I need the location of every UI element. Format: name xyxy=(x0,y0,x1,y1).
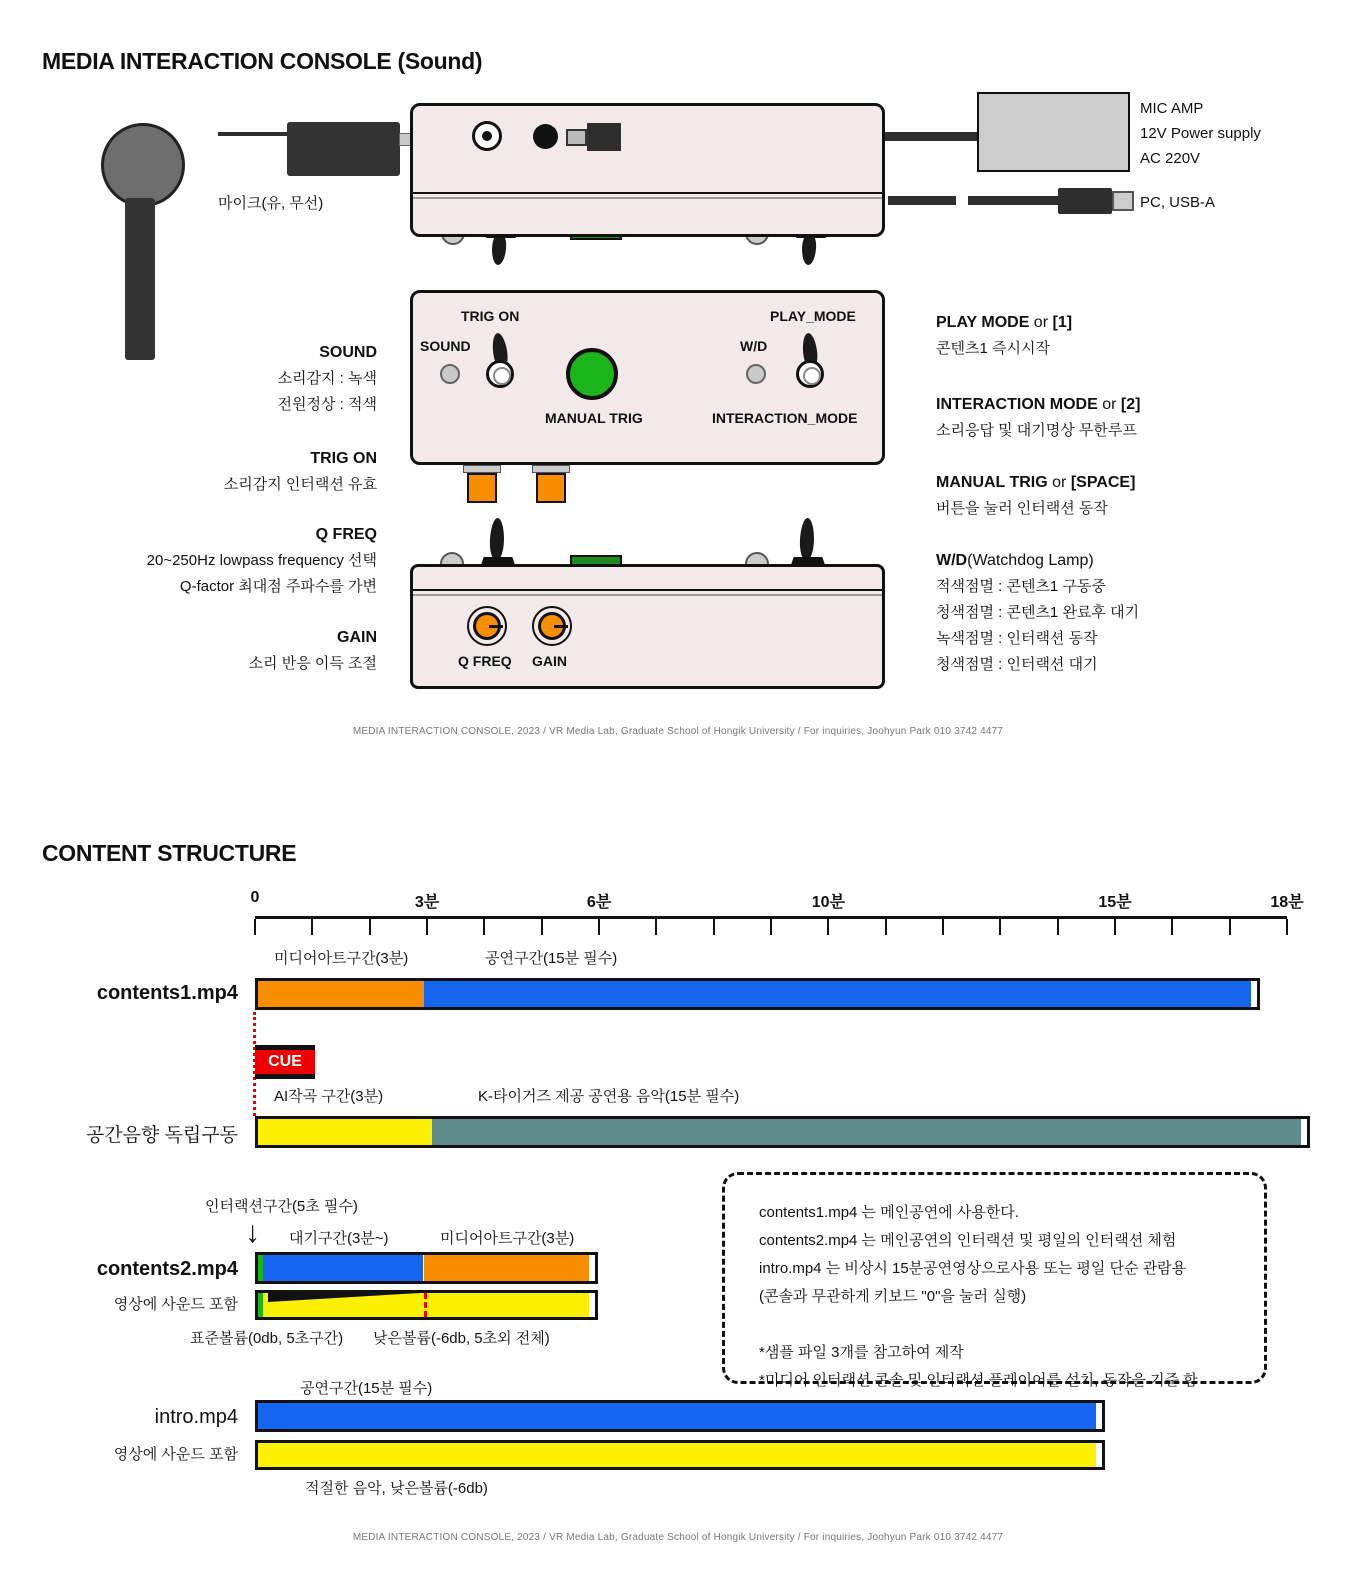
ruler-tick xyxy=(598,919,600,935)
footer-caption: MEDIA INTERACTION CONSOLE, 2023 / VR Media Lab, Graduate School of Hongik University / For inquiries, Joohyun Park 010 3742 4477 xyxy=(352,1532,1004,1543)
mode-toggle-base xyxy=(796,360,824,388)
toggle-lever-icon xyxy=(799,518,814,560)
usb-label: PC, USB-A xyxy=(1140,194,1216,211)
performance-segment xyxy=(424,981,1252,1007)
amp-label-line: AC 220V xyxy=(1140,150,1201,167)
spatial-sound-bar xyxy=(255,1116,1310,1148)
panel-trig-on-label: TRIG ON xyxy=(461,308,520,324)
intro-sound-bar xyxy=(255,1440,1105,1470)
note-line: 청색점멸 : 콘텐츠1 완료후 대기 xyxy=(936,604,1140,621)
ktigers-music-segment xyxy=(432,1119,1301,1145)
note-box-line: *샘플 파일 3개를 참고하여 제작 xyxy=(759,1344,964,1361)
footer-caption: MEDIA INTERACTION CONSOLE, 2023 / VR Media Lab, Graduate School of Hongik University / For inquiries, Joohyun Park 010 3742 4477 xyxy=(352,726,1004,737)
mic-amp-box xyxy=(977,92,1130,172)
segment-label: 공연구간(15분 필수) xyxy=(485,950,618,967)
segment-label: 미디어아트구간(3분) xyxy=(274,950,409,967)
volume-split-line xyxy=(424,1293,427,1317)
interaction-segment-label: 인터랙션구간(5초 필수) xyxy=(205,1198,358,1215)
toggle-lever-icon xyxy=(489,518,504,560)
panel-gain-label: GAIN xyxy=(532,653,567,669)
timeline-ruler xyxy=(250,889,1304,937)
performance-segment xyxy=(258,1403,1096,1429)
audio-track-segment xyxy=(258,1443,1096,1467)
ruler-tick xyxy=(885,919,887,935)
note-line: 소리응답 및 대기명상 무한루프 xyxy=(936,422,1137,439)
contents2-sound-bar xyxy=(255,1290,598,1320)
note-trig-on xyxy=(40,446,377,498)
ruler-tick-label: 18분 xyxy=(1270,894,1304,911)
usb-a-plug xyxy=(1058,188,1112,214)
segment-label: AI작곡 구간(3분) xyxy=(274,1088,384,1105)
cue-badge: CUE xyxy=(255,1045,315,1079)
segment-label: 공연구간(15분 필수) xyxy=(300,1380,433,1397)
microphone-handle xyxy=(125,198,155,360)
ruler-tick xyxy=(483,919,485,935)
amp-label-line: 12V Power supply xyxy=(1140,125,1261,142)
note-watchdog xyxy=(936,548,1356,678)
note-interaction-mode xyxy=(936,392,1356,444)
note-title-bold: [1] xyxy=(1052,314,1073,331)
note-box-line: contents2.mp4 는 메인공연의 인터랙션 및 평일의 인터랙션 체험 xyxy=(759,1232,1177,1249)
ruler-tick xyxy=(942,919,944,935)
note-title-mid: or xyxy=(1097,396,1121,413)
segment-label: K-타이거즈 제공 공연용 음악(15분 필수) xyxy=(478,1088,740,1105)
note-title: Q FREQ xyxy=(315,526,377,543)
row-name-contents2: contents2.mp4 xyxy=(96,1258,238,1280)
ruler-tick-label: 10분 xyxy=(811,894,845,911)
orange-connector xyxy=(536,473,566,503)
standby-segment xyxy=(263,1255,424,1281)
ruler-tick xyxy=(713,919,715,935)
section-title-console: MEDIA INTERACTION CONSOLE (Sound) xyxy=(42,48,483,74)
note-title: SOUND xyxy=(319,344,377,361)
sound-led xyxy=(440,364,460,384)
note-line: 콘텐츠1 즉시시작 xyxy=(936,340,1050,357)
note-line: 녹색점멸 : 인터랙션 동작 xyxy=(936,630,1098,647)
panel-q-freq-label: Q FREQ xyxy=(458,653,512,669)
ruler-tick xyxy=(311,919,313,935)
ruler-tick xyxy=(541,919,543,935)
note-line: Q-factor 최대점 주파수를 가변 xyxy=(179,578,377,595)
sound-included-label: 영상에 사운드 포함 xyxy=(113,1446,238,1463)
orange-connector xyxy=(467,473,497,503)
note-title-bold: INTERACTION MODE xyxy=(936,396,1098,413)
media-art-segment xyxy=(258,981,424,1007)
note-title: TRIG ON xyxy=(310,450,377,467)
console-edge-line xyxy=(413,594,882,596)
intro-bar xyxy=(255,1400,1105,1432)
note-line: 버튼을 눌러 인터랙션 동작 xyxy=(936,500,1108,517)
panel-manual-trig-label: MANUAL TRIG xyxy=(545,410,643,426)
gain-knob xyxy=(538,612,566,640)
console-edge-line xyxy=(413,197,882,199)
note-title-bold: [2] xyxy=(1120,396,1141,413)
contents1-bar xyxy=(255,978,1260,1010)
note-box-line: *미디어 인터랙션 콘솔 및 인터랙션 플레이어를 설치, 동작을 기준 함 xyxy=(759,1372,1198,1389)
note-line: 소리감지 : 녹색 xyxy=(277,370,377,387)
ruler-tick-label: 15분 xyxy=(1098,894,1132,911)
section-title-content: CONTENT STRUCTURE xyxy=(42,840,297,866)
connector-cap xyxy=(532,465,570,473)
usb-a-tip xyxy=(1112,191,1134,211)
note-gain xyxy=(40,625,377,677)
note-line: 청색점멸 : 인터랙션 대기 xyxy=(936,656,1098,673)
note-q-freq xyxy=(40,522,377,600)
volume-label: 표준볼륨(0db, 5초구간) xyxy=(190,1330,344,1347)
note-title-bold: [SPACE] xyxy=(1070,474,1136,491)
ruler-tick-label: 3분 xyxy=(414,894,440,911)
row-name-spatial: 공간음향 독립구동 xyxy=(85,1125,238,1146)
panel-interaction-mode-label: INTERACTION_MODE xyxy=(712,410,858,426)
row-name-intro: intro.mp4 xyxy=(154,1406,238,1428)
segment-label: 대기구간(3분~) xyxy=(289,1230,389,1247)
ai-music-segment xyxy=(258,1119,432,1145)
connector-cap xyxy=(463,465,501,473)
ruler-tick xyxy=(999,919,1001,935)
note-box-line xyxy=(759,1311,1244,1339)
note-manual-trig xyxy=(936,470,1356,522)
ruler-tick-label: 0 xyxy=(250,889,260,906)
mic-jack-center xyxy=(482,131,492,141)
contents2-bar xyxy=(255,1252,598,1284)
note-line: 소리 반응 이득 조절 xyxy=(248,655,377,672)
usage-note-box xyxy=(722,1172,1267,1389)
ruler-tick xyxy=(369,919,371,935)
ruler-tick xyxy=(770,919,772,935)
usb-port xyxy=(566,129,587,146)
wd-led xyxy=(746,364,766,384)
ruler-tick xyxy=(1114,919,1116,935)
panel-play-mode-label: PLAY_MODE xyxy=(770,308,856,324)
note-title-mid: or xyxy=(1029,314,1053,331)
note-line: 적색점멸 : 콘텐츠1 구동중 xyxy=(936,578,1106,595)
manual-trig-button xyxy=(566,348,618,400)
intro-sound-caption: 적절한 음악, 낮은볼륨(-6db) xyxy=(305,1480,488,1497)
note-title-mid: (Watchdog Lamp) xyxy=(967,552,1094,569)
usb-cable xyxy=(888,196,956,205)
note-title: GAIN xyxy=(337,629,377,646)
note-box-line: (콘솔과 무관하게 키보드 "0"을 눌러 실행) xyxy=(759,1288,1027,1305)
mic-label: 마이크(유, 무선) xyxy=(218,195,324,212)
panel-wd-label: W/D xyxy=(740,338,768,354)
note-play-mode xyxy=(936,310,1356,362)
sound-included-label: 영상에 사운드 포함 xyxy=(113,1296,238,1313)
console-edge-line xyxy=(413,192,882,194)
ruler-tick xyxy=(827,919,829,935)
down-arrow-icon: ↓ xyxy=(245,1216,260,1249)
trig-toggle-base xyxy=(486,360,514,388)
note-sound xyxy=(40,340,377,418)
usb-cable xyxy=(968,196,1058,205)
ruler-tick xyxy=(1286,919,1288,935)
note-box-line: contents1.mp4 는 메인공연에 사용한다. xyxy=(759,1204,1019,1221)
note-title-mid: or xyxy=(1047,474,1071,491)
ruler-tick xyxy=(1229,919,1231,935)
mic-receiver xyxy=(287,122,400,176)
volume-label: 낮은볼륨(-6db, 5초외 전체) xyxy=(373,1330,550,1347)
ruler-tick xyxy=(254,919,256,935)
note-title-bold: W/D xyxy=(936,552,968,569)
note-line: 전원정상 : 적색 xyxy=(277,396,377,413)
ruler-tick xyxy=(655,919,657,935)
ruler-tick xyxy=(1057,919,1059,935)
note-line: 20~250Hz lowpass frequency 선택 xyxy=(146,552,377,569)
ruler-tick-label: 6분 xyxy=(586,894,612,911)
microphone-head xyxy=(101,123,185,207)
note-line: 소리감지 인터랙션 유효 xyxy=(223,476,377,493)
console-edge-line xyxy=(413,589,882,591)
note-title-bold: PLAY MODE xyxy=(936,314,1030,331)
note-title-bold: MANUAL TRIG xyxy=(936,474,1048,491)
usb-plug xyxy=(587,123,621,151)
ruler-tick xyxy=(426,919,428,935)
ruler-tick xyxy=(1171,919,1173,935)
media-art-segment xyxy=(424,1255,590,1281)
amp-label-line: MIC AMP xyxy=(1140,100,1204,117)
panel-sound-label: SOUND xyxy=(420,338,471,354)
note-box-line: intro.mp4 는 비상시 15분공연영상으로사용 또는 평일 단순 관람용 xyxy=(759,1260,1187,1277)
row-name-contents1: contents1.mp4 xyxy=(96,982,238,1004)
mic-cable xyxy=(218,132,288,136)
segment-label: 미디어아트구간(3분) xyxy=(440,1230,575,1247)
power-jack xyxy=(533,124,558,149)
q-freq-knob xyxy=(473,612,501,640)
